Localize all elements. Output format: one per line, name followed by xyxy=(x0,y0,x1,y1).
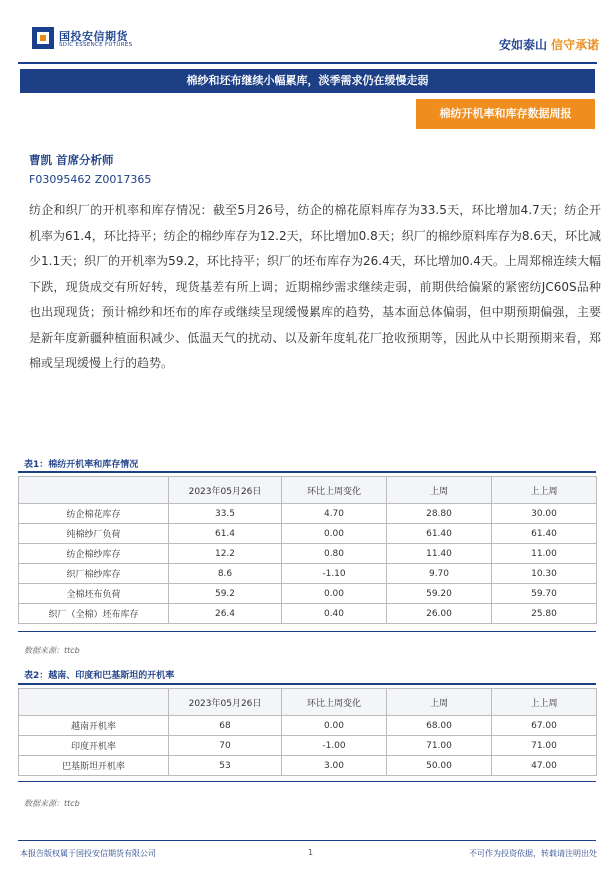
table2-bottom-rule xyxy=(18,781,596,782)
logo-text-en: SDIC ESSENCE FUTURES xyxy=(59,42,133,48)
table-cell: 59.2 xyxy=(169,584,282,604)
table1-header-cell: 2023年05月26日 xyxy=(169,477,282,504)
table-cell: 3.00 xyxy=(282,756,387,776)
table-cell: 59.70 xyxy=(492,584,597,604)
table-cell: 30.00 xyxy=(492,504,597,524)
author-name: 曹凯 首席分析师 xyxy=(29,153,114,167)
table-cell: 0.00 xyxy=(282,716,387,736)
table-cell: 61.4 xyxy=(169,524,282,544)
table-cell: -1.10 xyxy=(282,564,387,584)
table-cell: 53 xyxy=(169,756,282,776)
table1-header-cell: 上上周 xyxy=(492,477,597,504)
table1-header-cell: 环比上周变化 xyxy=(282,477,387,504)
table1-source: 数据来源：ttcb xyxy=(24,646,80,655)
table-cell: 8.6 xyxy=(169,564,282,584)
table1-title: 表1：棉纺开机率和库存情况 xyxy=(24,460,139,470)
header-divider xyxy=(18,62,597,64)
table1-header-row xyxy=(19,477,597,504)
table-cell: 0.00 xyxy=(282,584,387,604)
footer-divider xyxy=(18,840,596,841)
table-cell: 织厂棉纱库存 xyxy=(19,564,169,584)
table-cell: 10.30 xyxy=(492,564,597,584)
table-cell: 印度开机率 xyxy=(19,736,169,756)
table-cell: 71.00 xyxy=(387,736,492,756)
table-cell: 50.00 xyxy=(387,756,492,776)
report-title: 棉纱和坯布继续小幅累库，淡季需求仍在缓慢走弱 xyxy=(20,69,595,93)
table-cell: 0.80 xyxy=(282,544,387,564)
table2-title: 表2：越南、印度和巴基斯坦的开机率 xyxy=(24,671,175,681)
table1-header-cell: 上周 xyxy=(387,477,492,504)
table1-top-rule xyxy=(18,471,596,473)
table-cell: 巴基斯坦开机率 xyxy=(19,756,169,776)
table-cell: 71.00 xyxy=(492,736,597,756)
table-cell: 纯棉纱厂负荷 xyxy=(19,524,169,544)
report-body: 纺企和织厂的开机率和库存情况：截至5月26号，纺企的棉花原料库存为33.5天，环比增加4.7天；纺企开机率为61.4，环比持平；纺企的棉纱库存为12.2天，环比增加0.8天；织厂的棉纱原料库存为8.6天，环比减少1.1天；织厂的开机率为59.2，环比持平；织厂的坯布库存为26.4天，环比增加0.4天。上周郑棉连续大幅下跌，现货成交有所好转，现货基差有所上调；近期棉纱需求继续走弱，前期供给偏紧的紧密纺JC60S品种也出现现货；预计棉纱和坯布的库存或继续呈现缓慢累库的趋势，基本面总体偏弱，但中期预期偏强，主要是新年度新疆种植面积减少、低温天气的扰动、以及新年度轧花厂抢收预期等，因此从中长期预期来看，郑棉或呈现缓慢上行的趋势。 xyxy=(29,203,601,370)
table-row xyxy=(19,756,597,776)
report-subtitle-banner: 棉纺开机率和库存数据周报 xyxy=(416,99,595,129)
table2-top-rule xyxy=(18,683,596,685)
table-row xyxy=(19,504,597,524)
table-cell: 11.00 xyxy=(492,544,597,564)
table-row xyxy=(19,736,597,756)
logo-mark-icon xyxy=(32,27,54,49)
table-cell: 25.80 xyxy=(492,604,597,624)
table-cell: 纺企棉花库存 xyxy=(19,504,169,524)
table2-header-cell: 环比上周变化 xyxy=(282,689,387,716)
table-cell: 越南开机率 xyxy=(19,716,169,736)
table-row xyxy=(19,524,597,544)
table-cell: -1.00 xyxy=(282,736,387,756)
table-cell: 9.70 xyxy=(387,564,492,584)
table2-header-cell xyxy=(19,689,169,716)
table-cell: 59.20 xyxy=(387,584,492,604)
table-cell: 4.70 xyxy=(282,504,387,524)
table-cell: 26.00 xyxy=(387,604,492,624)
logo-text-cn: 国投安信期货 xyxy=(59,30,128,43)
table-row xyxy=(19,564,597,584)
table-cell: 28.80 xyxy=(387,504,492,524)
company-logo xyxy=(32,27,182,53)
table-cell: 26.4 xyxy=(169,604,282,624)
table2 xyxy=(18,688,597,776)
table1 xyxy=(18,476,597,624)
table2-header-cell: 上周 xyxy=(387,689,492,716)
table-cell: 0.00 xyxy=(282,524,387,544)
table1-header-cell xyxy=(19,477,169,504)
table-cell: 12.2 xyxy=(169,544,282,564)
table-cell: 61.40 xyxy=(492,524,597,544)
slogan-part1: 安如泰山 xyxy=(498,38,547,52)
table2-source: 数据来源：ttcb xyxy=(24,799,80,808)
table-cell: 61.40 xyxy=(387,524,492,544)
table-cell: 0.40 xyxy=(282,604,387,624)
table2-header-cell: 上上周 xyxy=(492,689,597,716)
table-row xyxy=(19,584,597,604)
table-cell: 33.5 xyxy=(169,504,282,524)
slogan xyxy=(499,36,599,53)
table1-bottom-rule xyxy=(18,631,596,632)
table-cell: 织厂（全棉）坯布库存 xyxy=(19,604,169,624)
table-row xyxy=(19,604,597,624)
table2-header-row xyxy=(19,689,597,716)
footer-copyright: 本报告版权属于国投安信期货有限公司 xyxy=(20,849,156,858)
table-cell: 70 xyxy=(169,736,282,756)
author-codes: F03095462 Z0017365 xyxy=(29,173,152,186)
table-cell: 全棉坯布负荷 xyxy=(19,584,169,604)
table2-header-cell: 2023年05月26日 xyxy=(169,689,282,716)
table-cell: 纺企棉纱库存 xyxy=(19,544,169,564)
table-cell: 47.00 xyxy=(492,756,597,776)
slogan-part2: 信守承诺 xyxy=(550,38,599,52)
table-cell: 68.00 xyxy=(387,716,492,736)
page-number: 1 xyxy=(308,848,314,857)
table-row xyxy=(19,544,597,564)
table-cell: 68 xyxy=(169,716,282,736)
footer-disclaimer: 不可作为投资依据，转载请注明出处 xyxy=(469,849,597,858)
table-cell: 11.40 xyxy=(387,544,492,564)
table-cell: 67.00 xyxy=(492,716,597,736)
table-row xyxy=(19,716,597,736)
